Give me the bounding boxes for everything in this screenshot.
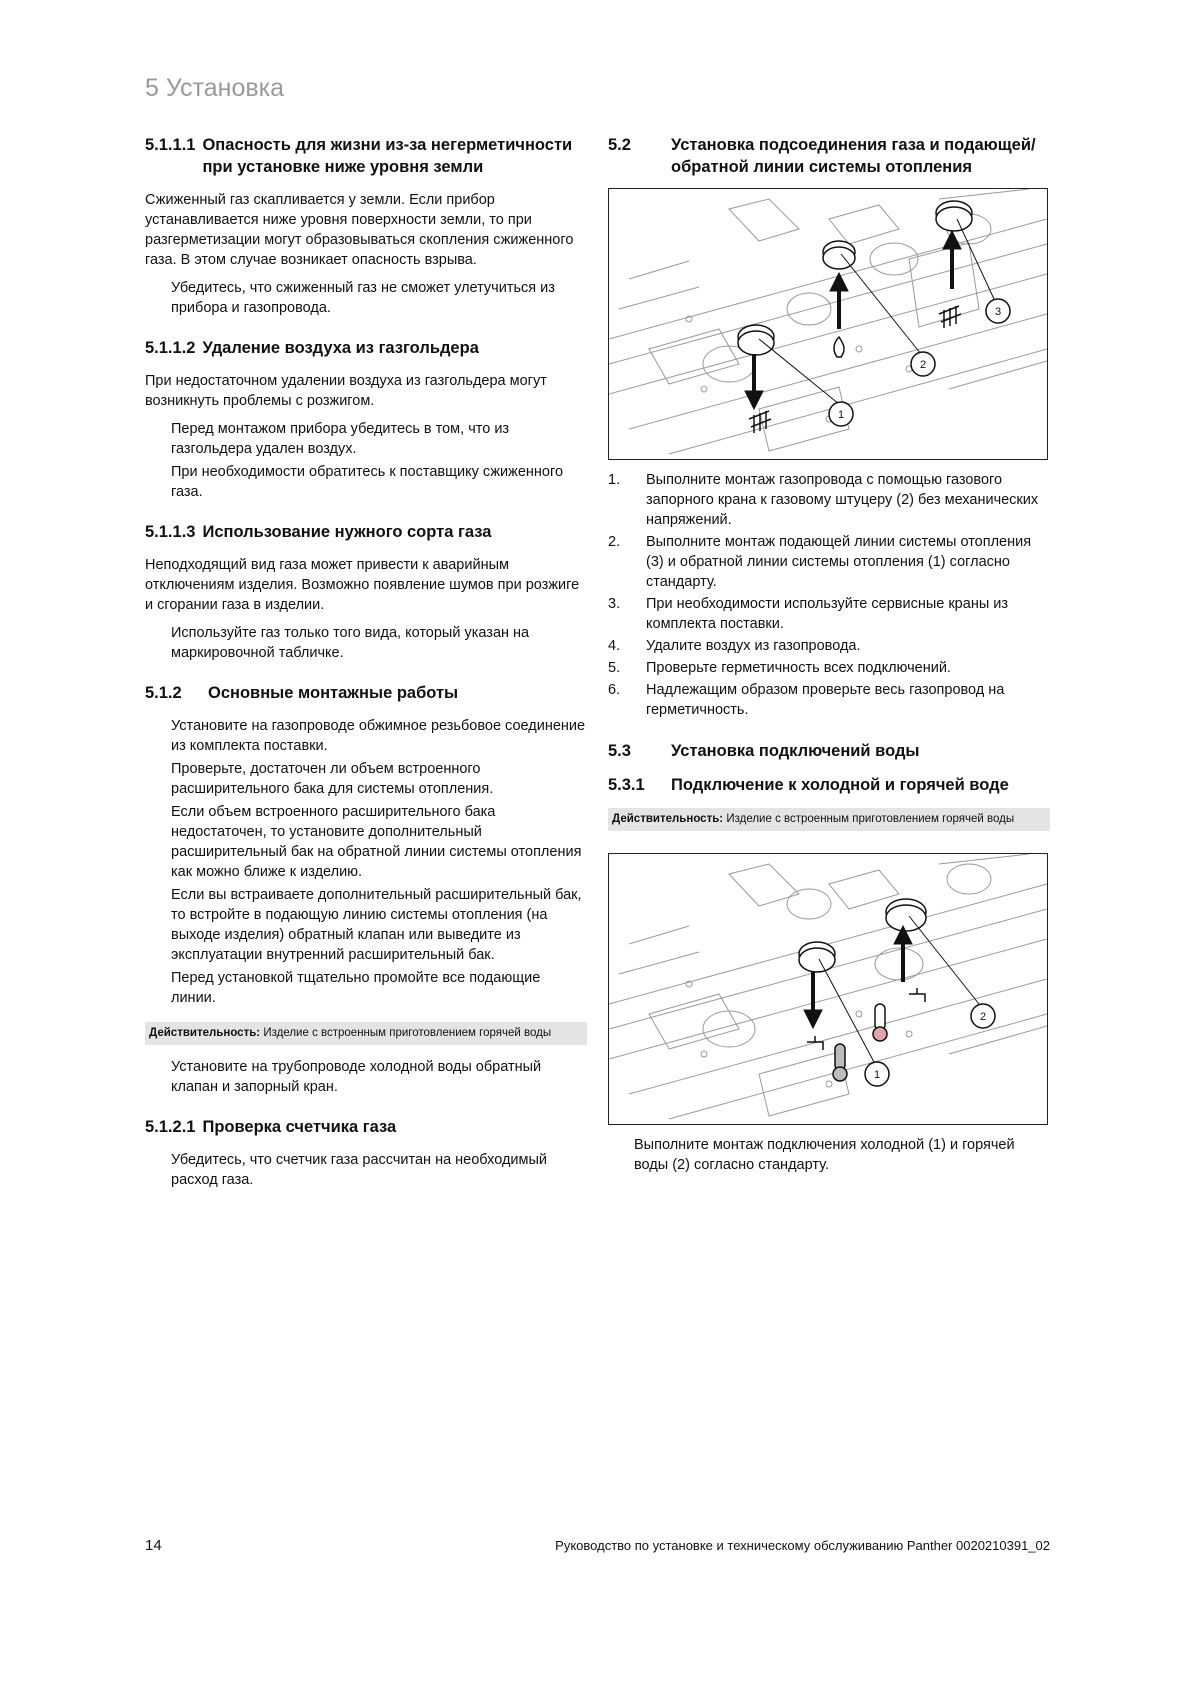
- heading-5-2: [608, 134, 1050, 178]
- heading-5-1-1-3: [145, 521, 587, 543]
- paragraph: При недостаточном удалении воздуха из газгольдера могут возникнуть проблемы с розжигом.: [145, 373, 547, 409]
- left-column: [145, 134, 587, 1193]
- section-title: Опасность для жизни из-за негерметичности при установке ниже уровня земли: [202, 136, 573, 176]
- section-number: 5.1.2: [145, 684, 182, 702]
- step-text: При необходимости используйте сервисные краны из комплекта поставки.: [646, 596, 1009, 632]
- step-text: Выполните монтаж подающей линии системы отопления (3) и обратной линии системы отопления (1) согласно стандарту.: [646, 534, 1032, 590]
- step-number: 3.: [608, 596, 621, 612]
- validity-label: Действительность:: [612, 813, 724, 825]
- step-text: Надлежащим образом проверьте весь газопровод на герметичность.: [646, 682, 1005, 718]
- validity-text: Изделие с встроенным приготовлением горячей воды: [263, 1027, 552, 1039]
- section-number: 5.2: [608, 136, 631, 154]
- document-title: Руководство по установке и техническому обслуживанию Panther 0020210391_02: [555, 1538, 1050, 1553]
- step-text: Выполните монтаж газопровода с помощью газового запорного крана к газовому штуцеру (2) без механических напряжений.: [646, 472, 1039, 528]
- figure-label: 3: [994, 306, 1002, 318]
- step-number: 6.: [608, 682, 621, 698]
- heading-5-1-2: [145, 682, 587, 704]
- section-title: Подключение к холодной и горячей воде: [671, 776, 1009, 794]
- right-column: [608, 134, 1050, 1175]
- instruction: Перед установкой тщательно промойте все подающие линии.: [171, 970, 541, 1006]
- heading-5-3: [608, 740, 1050, 762]
- connection-illustration: [609, 189, 1047, 459]
- heading-5-1-1-2: [145, 337, 587, 359]
- instruction: Убедитесь, что счетчик газа рассчитан на необходимый расход газа.: [171, 1152, 548, 1188]
- instruction: Если вы встраиваете дополнительный расширительный бак, то встройте в подающую линию системы отопления (на выходе изделия) обратный клапан или выведите из эксплуатации внутренний расширительный бак.: [171, 887, 582, 963]
- section-title: Проверка счетчика газа: [202, 1118, 397, 1136]
- instruction: Если объем встроенного расширительного бака недостаточен, то установите дополнительный расширительный бак на обратной линии системы отопления как можно ближе к изделию.: [171, 804, 582, 880]
- figure-caption: Выполните монтаж подключения холодной (1) и горячей воды (2) согласно стандарту.: [634, 1137, 1015, 1173]
- list-item: [608, 680, 1050, 720]
- list-item: [608, 470, 1050, 530]
- figure-label: 2: [919, 359, 927, 371]
- list-item: [608, 532, 1050, 592]
- list-item: [608, 658, 1050, 678]
- validity-box: [608, 808, 1050, 831]
- validity-box: [145, 1022, 587, 1045]
- step-number: 5.: [608, 660, 621, 676]
- instruction: Проверьте, достаточен ли объем встроенного расширительного бака для системы отопления.: [171, 761, 494, 797]
- section-number: 5.1.2.1: [145, 1118, 196, 1136]
- step-number: 1.: [608, 472, 621, 488]
- heading-5-3-1: [608, 774, 1050, 796]
- instruction: При необходимости обратитесь к поставщику сжиженного газа.: [171, 464, 564, 500]
- section-number: 5.1.1.2: [145, 339, 196, 357]
- chapter-title: 5 Установка: [145, 74, 285, 102]
- instruction: Используйте газ только того вида, который указан на маркировочной табличке.: [171, 625, 530, 661]
- paragraph: Сжиженный газ скапливается у земли. Если прибор устанавливается ниже уровня поверхности земли, то при разгерметизации могут образовываться скопления сжиженного газа. В этом случае возникает опасность взрыва.: [145, 192, 574, 268]
- section-number: 5.1.1.1: [145, 136, 196, 154]
- heading-5-1-1-1: [145, 134, 587, 178]
- list-item: [608, 594, 1050, 634]
- figure-label: 1: [837, 409, 845, 421]
- section-title: Установка подключений воды: [671, 742, 920, 760]
- water-connection-figure: [608, 853, 1048, 1125]
- step-text: Проверьте герметичность всех подключений.: [646, 660, 951, 676]
- heading-5-1-2-1: [145, 1116, 587, 1138]
- validity-text: Изделие с встроенным приготовлением горячей воды: [726, 813, 1015, 825]
- installation-steps: [608, 470, 1050, 720]
- section-title: Основные монтажные работы: [208, 684, 459, 702]
- section-number: 5.1.1.3: [145, 523, 196, 541]
- instruction: Убедитесь, что сжиженный газ не сможет улетучиться из прибора и газопровода.: [171, 280, 555, 316]
- step-number: 2.: [608, 534, 621, 550]
- section-number: 5.3.1: [608, 776, 645, 794]
- instruction: Перед монтажом прибора убедитесь в том, что из газгольдера удален воздух.: [171, 421, 510, 457]
- paragraph: Неподходящий вид газа может привести к аварийным отключениям изделия. Возможно появление шумов при розжиге и сгорании газа в изделии.: [145, 557, 580, 613]
- instruction: Установите на газопроводе обжимное резьбовое соединение из комплекта поставки.: [171, 718, 586, 754]
- water-connection-illustration: [609, 854, 1047, 1124]
- section-title: Использование нужного сорта газа: [202, 523, 492, 541]
- section-title: Удаление воздуха из газгольдера: [202, 339, 479, 357]
- page-number: 14: [145, 1537, 162, 1554]
- instruction: Установите на трубопроводе холодной воды обратный клапан и запорный кран.: [171, 1059, 542, 1095]
- figure-label: 2: [979, 1011, 987, 1023]
- section-title: Установка подсоединения газа и подающей/обратной линии системы отопления: [671, 136, 1036, 176]
- gas-heating-connection-figure: [608, 188, 1048, 460]
- figure-label: 1: [873, 1069, 881, 1081]
- step-number: 4.: [608, 638, 621, 654]
- step-text: Удалите воздух из газопровода.: [646, 638, 861, 654]
- list-item: [608, 636, 1050, 656]
- section-number: 5.3: [608, 742, 631, 760]
- validity-label: Действительность:: [149, 1027, 261, 1039]
